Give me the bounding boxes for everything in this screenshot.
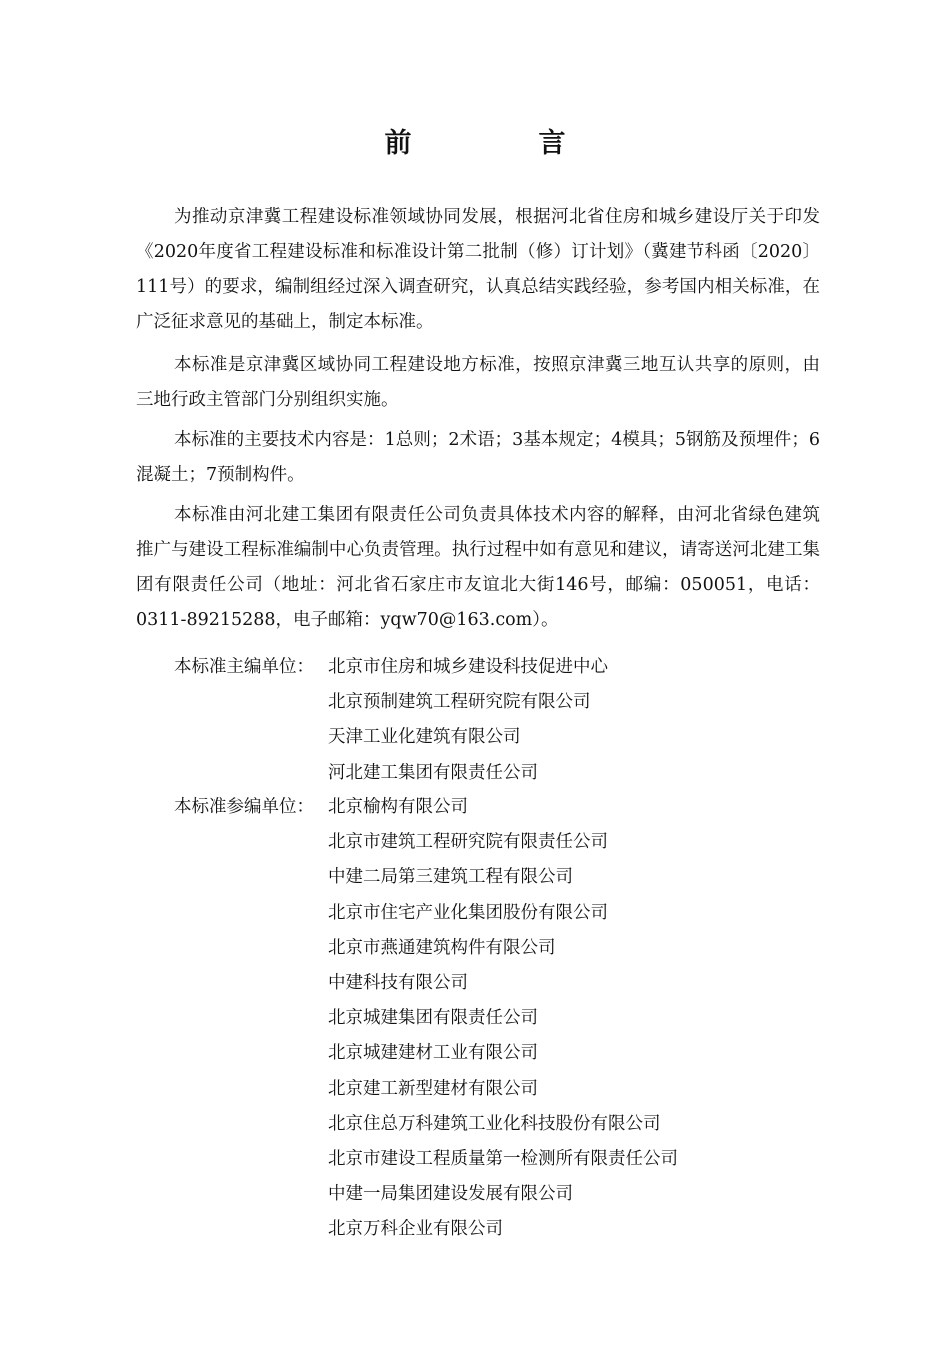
list-item: [174, 650, 834, 685]
list-item: [174, 1142, 834, 1177]
unit-name: 北京预制建筑工程研究院有限公司: [328, 692, 591, 713]
list-item: [174, 790, 834, 825]
page-title: 前 言: [384, 128, 616, 159]
participating-units-list: [174, 790, 834, 1247]
unit-name: 北京市建设工程质量第一检测所有限责任公司: [328, 1148, 678, 1169]
unit-name: 中建一局集团建设发展有限公司: [328, 1184, 573, 1205]
participating-units-label: 本标准参编单位：: [174, 797, 314, 817]
list-item: [174, 1107, 834, 1142]
unit-name: 中建二局第三建筑工程有限公司: [328, 867, 573, 888]
list-item: [174, 685, 834, 720]
unit-name: 北京市住房和城乡建设科技促进中心: [328, 657, 608, 677]
list-item: [174, 1001, 834, 1036]
list-item: [174, 1212, 834, 1247]
unit-name: 北京城建建材工业有限公司: [328, 1043, 538, 1064]
list-item: [174, 720, 834, 755]
paragraph-implementation: 本标准是京津冀区域协同工程建设地方标准，按照京津冀三地互认共享的原则，由三地行政主管部门分别组织实施。: [136, 355, 820, 410]
chief-units-label: 本标准主编单位：: [174, 657, 314, 677]
unit-name: 北京榆构有限公司: [328, 797, 468, 817]
list-item: [174, 931, 834, 966]
paragraph-background: 为推动京津冀工程建设标准领域协同发展，根据河北省住房和城乡建设厅关于印发《2020年度省工程建设标准和标准设计第二批制（修）订计划》（冀建节科函〔2020〕111号）的要求，编制组经过深入调查研究，认真总结实践经验，参考国内相关标准，在广泛征求意见的基础上，制定本标准。: [136, 207, 820, 332]
list-item: [174, 966, 834, 1001]
list-item: [174, 1177, 834, 1212]
unit-name: 北京万科企业有限公司: [328, 1219, 503, 1240]
list-item: [174, 860, 834, 895]
unit-name: 北京建工新型建材有限公司: [328, 1078, 538, 1099]
unit-name: 北京市燕通建筑构件有限公司: [328, 937, 556, 958]
unit-name: 北京城建集团有限责任公司: [328, 1008, 538, 1029]
list-item: [174, 896, 834, 931]
unit-name: 北京住总万科建筑工业化科技股份有限公司: [328, 1113, 661, 1134]
list-item: [174, 825, 834, 860]
paragraph-contents: 本标准的主要技术内容是：1总则；2术语；3基本规定；4模具；5钢筋及预埋件；6混凝土；7预制构件。: [136, 430, 820, 485]
paragraph-contact: 本标准由河北建工集团有限责任公司负责具体技术内容的解释，由河北省绿色建筑推广与建设工程标准编制中心负责管理。执行过程中如有意见和建议，请寄送河北建工集团有限责任公司（地址：河北省石家庄市友谊北大街146号，邮编：050051，电话：0311-89215288，电子邮箱：yqw70@163.com）。: [136, 505, 820, 630]
chief-units-list: [174, 650, 834, 791]
list-item: [174, 1036, 834, 1071]
unit-name: 天津工业化建筑有限公司: [328, 727, 521, 748]
unit-name: 北京市住宅产业化集团股份有限公司: [328, 902, 608, 923]
unit-name: 中建科技有限公司: [328, 972, 468, 993]
unit-name: 北京市建筑工程研究院有限责任公司: [328, 832, 608, 853]
list-item: [174, 756, 834, 791]
unit-name: 河北建工集团有限责任公司: [328, 762, 538, 783]
list-item: [174, 1072, 834, 1107]
